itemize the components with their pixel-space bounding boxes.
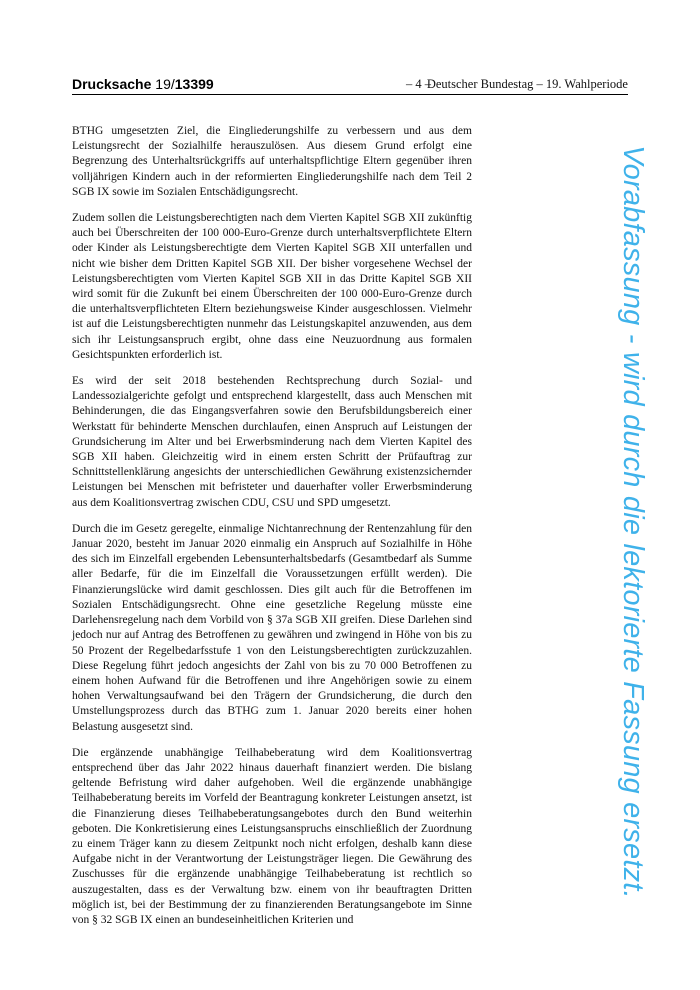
document-number — [72, 76, 214, 92]
paragraph: Zudem sollen die Leistungsberechtigten nach dem Vierten Kapitel SGB XII zukünftig auch bei Überschreiten der 100 000-Euro-Grenze durch unterhaltsverpflichtete Eltern oder Kinder als Leistungsberechtigte dem Vierten Kapitel SGB XII unterfallen und nicht wie bisher dem Dritten Kapitel SGB XII. Der bisher vorgesehene Wechsel der Leistungsberechtigten vom Vierten Kapitel SGB XII in das Dritte Kapitel SGB XII wird somit für die Zukunft bei einem Überschreiten der 100 000-Euro-Grenze durch die unterhaltsverpflichteten Eltern beziehungsweise Kinder ausgeschlossen. Vielmehr ist auf die Leistungsberechtigten nunmehr das Leistungskapitel anzuwenden, aus dem sich ihr Leistungsanspruch ergibt, ohne dass eine Neuzuordnung aus formalen Gesichtspunkten erforderlich ist. — [72, 212, 472, 361]
page-number: – 4 – — [406, 77, 431, 91]
paragraph: Die ergänzende unabhängige Teilhabeberatung wird dem Koalitionsvertrag entsprechend über das Jahr 2022 hinaus dauerhaft finanziert werden. Die bislang geltende Befristung wird daher aufgehoben. Weil die ergänzende unabhängige Teilhabeberatung bereits im Vorfeld der Beantragung konkreter Leistungen ansetzt, ist die Finanzierung dieses Teilhabeberatungsangebotes durch den Bund weiterhin geboten. Die Konkretisierung eines Leistungsanspruchs einschließlich der Zuordnung zu einem Träger kann zu diesem Zeitpunkt noch nicht erfolgen, deshalb kann diese Aufgabe nicht in der Verantwortung der Leistungsträger liegen. Die Gewährung des Zuschusses für die ergänzende unabhängige Teilhabeberatung ist rechtlich so auszugestalten, dass es der Verwaltung bzw. einem von ihr beauftragten Dritten möglich ist, bei der Bestimmung der zu finanzierenden Beratungsangebote im Sinne von § 32 SGB IX einen an bundeseinheitlichen Kriterien und — [72, 746, 472, 926]
doc-number-prefix: 19/ — [155, 76, 175, 92]
preliminary-version-watermark — [606, 124, 660, 920]
paragraph: BTHG umgesetzten Ziel, die Eingliederungshilfe zu verbessern und aus dem Leistungsrecht der Sozialhilfe herauszulösen. Aus diesem Grund erfolgt eine Begrenzung des Unterhaltsrückgriffs auf unterhaltspflichtige Eltern gegenüber ihren volljährigen Kindern auch in der reformierten Eingliederungshilfe nach dem Teil 2 SGB IX sowie im Sozialen Entschädigungsrecht. — [72, 125, 472, 198]
paragraph: Durch die im Gesetz geregelte, einmalige Nichtanrechnung der Rentenzahlung für den Januar 2020, besteht im Januar 2020 einmalig ein Anspruch auf Sozialhilfe in Höhe des sich im Einzelfall ergebenden Lebensunterhaltsbedarfs (Gesamtbedarf als Summe aller Bedarfe, für die im Einzelfall die Voraussetzungen erfüllt werden). Die Finanzierungslücke wird damit geschlossen. Dies gilt auch für die Betroffenen im Sozialen Entschädigungsrecht. Ohne eine gesetzliche Regelung müsste eine Darlehensregelung nach dem Vorbild von § 37a SGB XII greifen. Diese Darlehen sind jedoch nur auf Antrag des Betroffenen zu gewähren und zwingend in Höhe von bis zu 50 Prozent der Regelbedarfsstufe 1 von den Leistungsberechtigten zurückzuzahlen. Diese Regelung führt jedoch angesichts der Zahl von bis zu 70 000 Betroffenen zu einem hohen Aufwand für die Betroffenen und ihre Angehörigen sowie zu einem hohen Verwaltungsaufwand bei den Trägern der Grundsicherung, die durch den Umstellungsprozess durch das BTHG zum 1. Januar 2020 bereits einer hohen Belastung ausgesetzt sind. — [72, 522, 472, 733]
parliament-label: Deutscher Bundestag – 19. Wahlperiode — [426, 77, 628, 91]
body-text — [72, 124, 472, 939]
doc-number: 13399 — [174, 76, 214, 92]
doc-label: Drucksache — [72, 76, 152, 92]
watermark-text: Vorabfassung - wird durch die lektorierte Fassung ersetzt. — [617, 145, 649, 899]
paragraph: Es wird der seit 2018 bestehenden Rechtsprechung durch Sozial- und Landessozialgerichte gefolgt und entsprechend klargestellt, dass auch Menschen mit Behinderungen, die das Eingangsverfahren sowie den Berufsbildungsbereich einer Werkstatt für behinderte Menschen durchlaufen, einen Anspruch auf Leistungen der Grundsicherung im Alter und bei Erwerbsminderung nach dem Vierten Kapitel des SGB XII haben. Gleichzeitig wird in einem ersten Schritt der Prüfauftrag zur Schnittstellenklärung angesichts der unterschiedlichen Gewährung existenzsichernder Leistungen bei Menschen mit befristeter und dauerhafter voller Erwerbsminderung aus dem Koalitionsvertrag zwischen CDU, CSU und SPD umgesetzt. — [72, 375, 472, 509]
page-header — [72, 76, 628, 95]
